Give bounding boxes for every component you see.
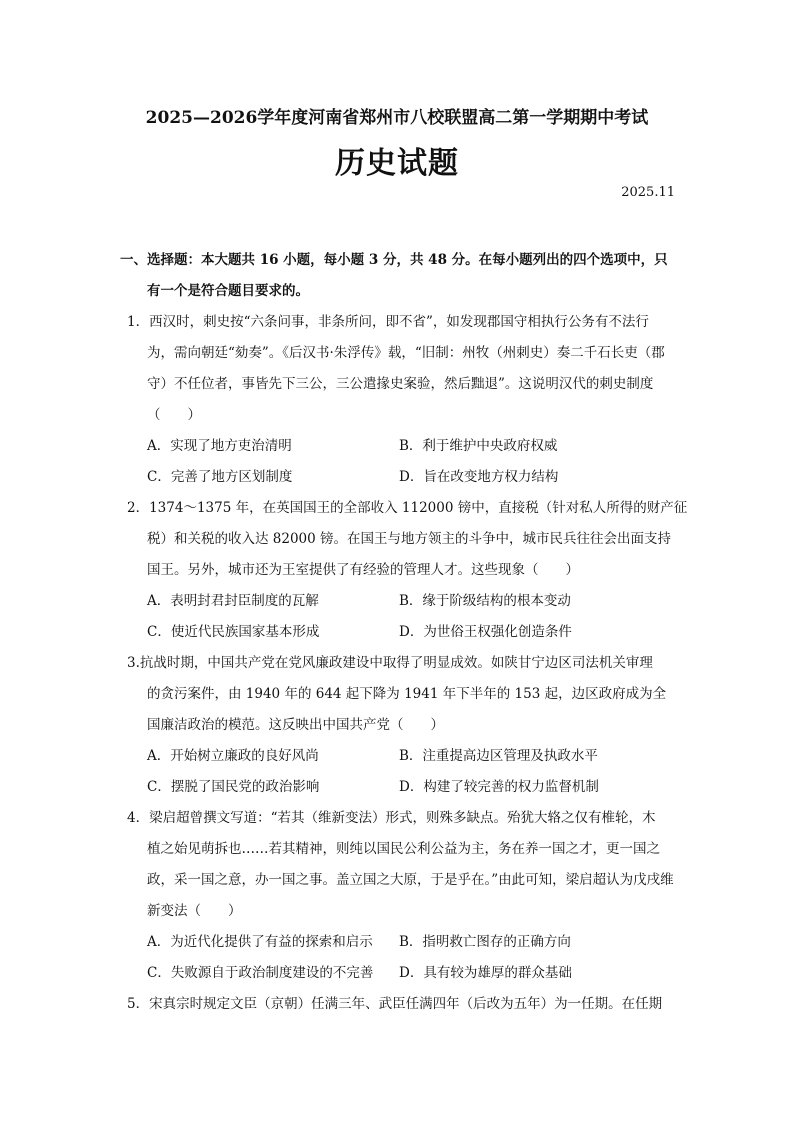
section-heading xyxy=(120,245,680,307)
section-heading-line1: 一、选择题：本大题共 16 小题，每小题 3 分，共 48 分。在每小题列出的四个选项中，只 xyxy=(120,252,668,268)
option-c[interactable]: C．摆脱了国民党的政治影响 xyxy=(147,779,320,795)
question-stem-start: 抗战时期，中国共产党在党风廉政建设中取得了明显成效。如陕甘宁边区司法机关审理 xyxy=(139,655,653,671)
option-c[interactable]: C．失败源自于政治制度建设的不完善 xyxy=(147,965,374,981)
exam-title: 2025—2026学年度河南省郑州市八校联盟高二第一学期期中考试 xyxy=(145,108,649,128)
question-stem-first-line xyxy=(127,648,679,679)
option-grid xyxy=(127,586,679,648)
question-stem-rest: 税）和关税的收入达 82000 镑。在国王与地方领主的斗争中，城市民兵往往会出面支持国王。另外，城市还为王室提供了有经验的管理人才。这些现象（ ） xyxy=(147,531,672,578)
question-number: 1． xyxy=(127,314,150,330)
option-a[interactable]: A．开始树立廉政的良好风尚 xyxy=(147,748,319,764)
question-number: 4． xyxy=(127,810,150,826)
option-d[interactable]: D．构建了较完善的权力监督机制 xyxy=(399,779,599,795)
option-grid xyxy=(127,927,679,989)
question-number: 3. xyxy=(127,655,140,671)
option-b[interactable]: B．指明救亡图存的正确方向 xyxy=(399,934,571,950)
question-5 xyxy=(127,989,679,1020)
option-a[interactable]: A．表明封君封臣制度的瓦解 xyxy=(147,593,319,609)
question-2 xyxy=(127,493,688,648)
question-stem-first-line xyxy=(127,493,688,524)
question-stem-rest: 的贪污案件，由 1940 年的 644 起下降为 1941 年下半年的 153 起，边区政府成为全国廉洁政治的模范。这反映出中国共产党（ ） xyxy=(147,686,667,733)
option-d[interactable]: D．具有较为雄厚的群众基础 xyxy=(399,965,572,981)
question-stem-rest: 植之始见萌拆也……若其精神，则纯以国民公利公益为主，务在养一国之才，更一国之政，采一国之意，办一国之事。盖立国之大原，于是乎在。”由此可知，梁启超认为戊戌维新变法（ ） xyxy=(147,841,674,919)
question-stem-start: 梁启超曾撰文写道：“若其（维新变法）形式，则殊多缺点。殆犹大辂之仅有椎轮，木 xyxy=(149,810,656,826)
question-stem-start: 西汉时，刺史按“六条问事，非条所问，即不省”，如发现郡国守相执行公务有不法行 xyxy=(149,314,649,330)
option-a[interactable]: A．为近代化提供了有益的探索和启示 xyxy=(147,934,373,950)
question-4 xyxy=(127,803,679,989)
question-3 xyxy=(127,648,679,803)
exam-date: 2025.11 xyxy=(621,185,675,200)
option-grid xyxy=(127,741,679,803)
option-d[interactable]: D．旨在改变地方权力结构 xyxy=(399,469,559,485)
question-stem-first-line xyxy=(127,803,679,834)
section-heading-line2: 有一个是符合题目要求的。 xyxy=(147,283,309,299)
option-b[interactable]: B．缘于阶级结构的根本变动 xyxy=(399,593,571,609)
option-c[interactable]: C．使近代民族国家基本形成 xyxy=(147,624,320,640)
option-c[interactable]: C．完善了地方区划制度 xyxy=(147,469,293,485)
question-stem-start: 1374～1375 年，在英国国王的全部收入 112000 镑中，直接税（针对私人所得的财产征 xyxy=(149,500,688,516)
question-stem-start: 宋真宗时规定文臣（京朝）任满三年、武臣任满四年（后改为五年）为一任期。在任期 xyxy=(149,996,663,1012)
option-a[interactable]: A．实现了地方吏治清明 xyxy=(147,438,292,454)
option-d[interactable]: D．为世俗王权强化创造条件 xyxy=(399,624,572,640)
question-stem-first-line xyxy=(127,989,679,1020)
option-b[interactable]: B．利于维护中央政府权威 xyxy=(399,438,558,454)
subject-title: 历史试题 xyxy=(335,146,459,181)
question-number: 2． xyxy=(127,500,150,516)
question-1 xyxy=(127,307,679,493)
option-grid xyxy=(127,431,679,493)
question-stem-rest: 为，需向朝廷“劾奏”。《后汉书·朱浮传》载，“旧制：州牧（州刺史）奏二千石长吏（郡守）不任位者，事皆先下三公，三公遣掾史案验，然后黜退”。这说明汉代的刺史制度（ ） xyxy=(147,345,665,423)
option-b[interactable]: B．注重提高边区管理及执政水平 xyxy=(399,748,598,764)
question-number: 5． xyxy=(127,996,150,1012)
question-stem-first-line xyxy=(127,307,679,338)
